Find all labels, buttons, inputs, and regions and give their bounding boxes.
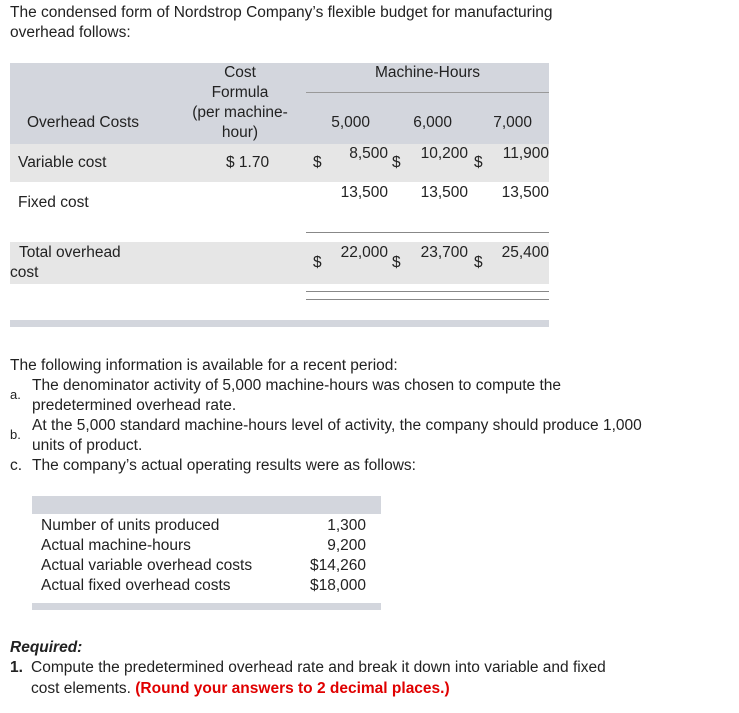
- table-bottom-bar: [10, 320, 549, 327]
- actual-variable-overhead-label: Actual variable overhead costs: [41, 557, 253, 574]
- actual-fixed-overhead-label: Actual fixed overhead costs: [41, 577, 231, 594]
- total-overhead-label-1: Total overhead: [19, 244, 121, 261]
- required-title: Required:: [10, 639, 83, 656]
- total-overhead-7000: 25,400: [501, 244, 549, 261]
- actual-machine-hours-label: Actual machine-hours: [41, 537, 191, 554]
- total-overhead-5000: 22,000: [340, 244, 388, 261]
- cost-formula-header-3: (per machine-: [192, 104, 288, 121]
- info-c-line-1: The company’s actual operating results were as follows:: [32, 457, 416, 474]
- total-overhead-currency-5000: $: [313, 254, 322, 271]
- variable-cost-7000: 11,900: [502, 145, 549, 162]
- total-double-underline-1: [306, 291, 549, 292]
- actual-units-value: 1,300: [327, 517, 366, 534]
- total-overhead-6000: 23,700: [420, 244, 468, 261]
- actual-variable-overhead-value: $14,260: [309, 557, 366, 574]
- info-c-marker: c.: [10, 457, 23, 474]
- info-intro: The following information is available for a recent period:: [10, 357, 398, 374]
- variable-cost-currency-6000: $: [392, 154, 401, 171]
- overhead-costs-header: Overhead Costs: [27, 114, 139, 131]
- total-overhead-currency-7000: $: [474, 254, 483, 271]
- fixed-cost-5000: 13,500: [340, 184, 388, 201]
- intro-line-2: overhead follows:: [10, 24, 131, 41]
- variable-cost-label: Variable cost: [18, 154, 107, 171]
- variable-cost-6000: 10,200: [420, 145, 468, 162]
- level-6000-header: 6,000: [413, 114, 452, 131]
- actual-table-bottom-bar: [32, 603, 381, 610]
- variable-cost-5000: 8,500: [349, 145, 388, 162]
- fixed-cost-underline: [306, 232, 549, 233]
- info-a-marker: a.: [10, 387, 21, 402]
- required-line-1: Compute the predetermined overhead rate and break it down into variable and fixed: [31, 659, 606, 676]
- rounding-instruction: (Round your answers to 2 decimal places.): [135, 680, 450, 697]
- info-a-line-2: predetermined overhead rate.: [32, 397, 237, 414]
- info-b-marker: b.: [10, 427, 21, 442]
- fixed-cost-6000: 13,500: [420, 184, 468, 201]
- actual-machine-hours-value: 9,200: [327, 537, 366, 554]
- machine-hours-header: Machine-Hours: [374, 64, 481, 81]
- actual-fixed-overhead-value: $18,000: [309, 577, 366, 594]
- level-7000-header: 7,000: [493, 114, 532, 131]
- info-a-line-1: The denominator activity of 5,000 machine-hours was chosen to compute the: [32, 377, 562, 394]
- machine-hours-underline: [306, 92, 549, 93]
- total-overhead-label-2: cost: [10, 264, 39, 281]
- cost-formula-header-2: Formula: [211, 84, 269, 101]
- level-5000-header: 5,000: [331, 114, 370, 131]
- cost-formula-header-4: hour): [221, 124, 259, 141]
- total-double-underline-2: [306, 299, 549, 300]
- fixed-cost-label: Fixed cost: [18, 194, 89, 211]
- cost-formula-header-1: Cost: [224, 64, 256, 81]
- variable-cost-currency-5000: $: [313, 154, 322, 171]
- info-b-line-1: At the 5,000 standard machine-hours level of activity, the company should produce 1,000: [32, 417, 642, 434]
- actual-units-label: Number of units produced: [41, 517, 220, 534]
- intro-line-1: The condensed form of Nordstrop Company’s flexible budget for manufacturing: [10, 4, 553, 21]
- actual-table-top-bar: [32, 496, 381, 514]
- fixed-cost-7000: 13,500: [501, 184, 549, 201]
- required-line-2-text: cost elements.: [31, 680, 131, 697]
- info-b-line-2: units of product.: [32, 437, 143, 454]
- variable-cost-currency-7000: $: [474, 154, 483, 171]
- total-overhead-currency-6000: $: [392, 254, 401, 271]
- required-number: 1.: [10, 659, 23, 676]
- variable-cost-formula: $ 1.70: [226, 154, 270, 171]
- required-line-2: [31, 679, 450, 699]
